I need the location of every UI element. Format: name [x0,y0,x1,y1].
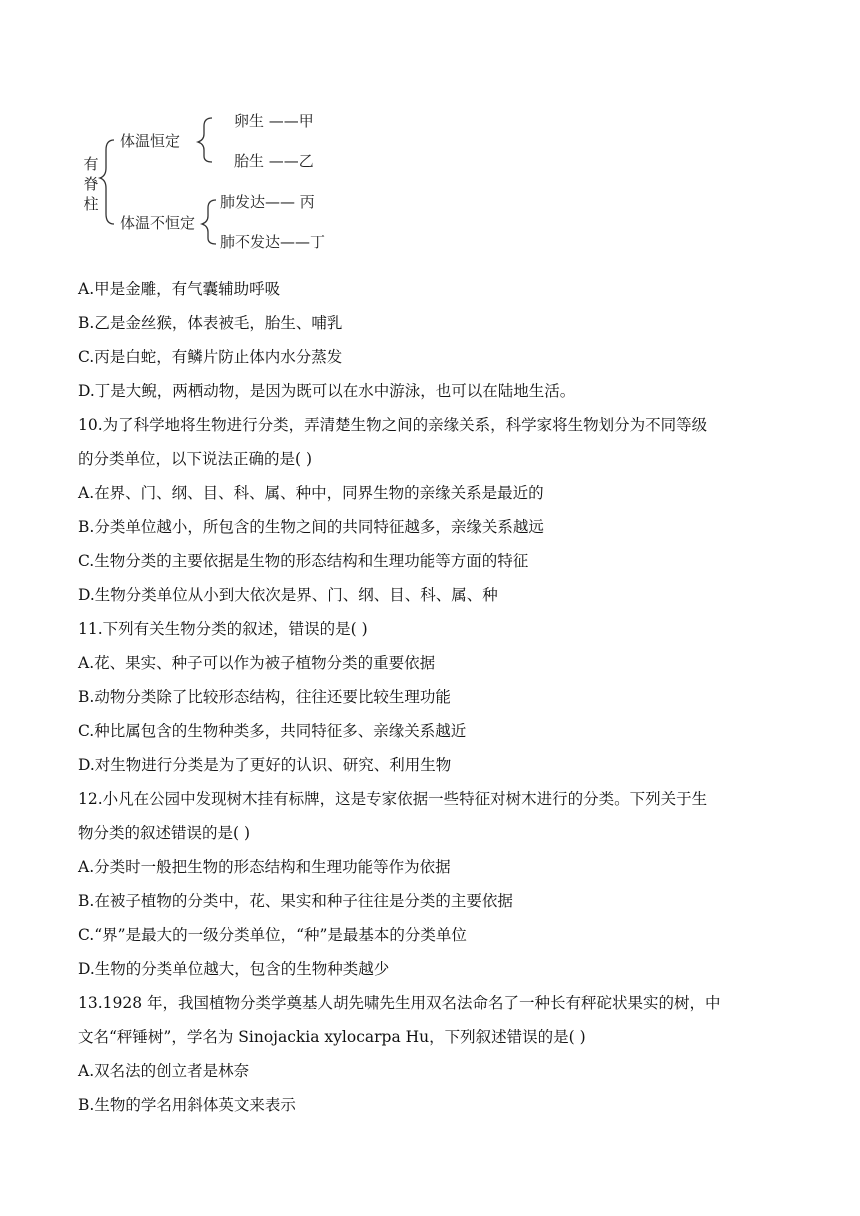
text-line: 11.下列有关生物分类的叙述，错误的是( ) [78,620,368,638]
text-line: B.动物分类除了比较形态结构，往往还要比较生理功能 [78,688,451,706]
text-line: D.生物的分类单位越大，包含的生物种类越少 [78,960,390,978]
text-line: A.双名法的创立者是林奈 [78,1062,250,1080]
text-line: D.丁是大鲵，两栖动物，是因为既可以在水中游泳，也可以在陆地生活。 [78,382,576,400]
branch-constant-temp: 体温恒定 [120,132,181,150]
text-line: A.花、果实、种子可以作为被子植物分类的重要依据 [78,654,436,672]
root-char: 有 [83,155,99,173]
branch-variable-temp: 体温不恒定 [120,214,196,232]
text-line: C.生物分类的主要依据是生物的形态结构和生理功能等方面的特征 [78,552,529,570]
text-line: B.生物的学名用斜体英文来表示 [78,1096,296,1114]
vertebrate-classification-diagram [76,104,346,264]
diagram-root-label [82,154,100,214]
text-line: 10.为了科学地将生物进行分类，弄清楚生物之间的亲缘关系，科学家将生物划分为不同等级 [78,416,708,434]
text-line: 的分类单位，以下说法正确的是( ) [78,450,313,468]
root-char: 脊 [83,175,99,193]
text-line: B.在被子植物的分类中，花、果实和种子往往是分类的主要依据 [78,892,513,910]
text-line: 13.1928 年，我国植物分类学奠基人胡先啸先生用双名法命名了一种长有秤砣状果实的树，中 [78,994,721,1012]
leaf-lung-developed: 肺发达—— 丙 [220,193,315,211]
root-char: 柱 [83,195,99,213]
text-line: B.分类单位越小，所包含的生物之间的共同特征越多，亲缘关系越远 [78,518,544,536]
text-line: A.甲是金雕，有气囊辅助呼吸 [78,280,281,298]
leaf-live-birth: 胎生 ——乙 [234,152,314,170]
text-line: 12.小凡在公园中发现树木挂有标牌，这是专家依据一些特征对树木进行的分类。下列关于生 [78,790,708,808]
text-line: D.对生物进行分类是为了更好的认识、研究、利用生物 [78,756,452,774]
text-line: 文名“秤锤树”，学名为 Sinojackia xylocarpa Hu，下列叙述错误的是( ) [78,1028,586,1046]
question-text-block [78,272,798,1122]
text-line: A.在界、门、纲、目、科、属、种中，同界生物的亲缘关系是最近的 [78,484,544,502]
text-line: 物分类的叙述错误的是( ) [78,824,251,842]
leaf-lung-undeveloped: 肺不发达——丁 [220,233,326,251]
text-line: C.“界”是最大的一级分类单位，“种”是最基本的分类单位 [78,926,467,944]
text-line: B.乙是金丝猴，体表被毛，胎生、哺乳 [78,314,343,332]
text-line: C.种比属包含的生物种类多，共同特征多、亲缘关系越近 [78,722,467,740]
leaf-egg-laying: 卵生 ——甲 [234,112,314,130]
text-line: A.分类时一般把生物的形态结构和生理功能等作为依据 [78,858,451,876]
text-line: D.生物分类单位从小到大依次是界、门、纲、目、科、属、种 [78,586,498,604]
text-line: C.丙是白蛇，有鳞片防止体内水分蒸发 [78,348,343,366]
